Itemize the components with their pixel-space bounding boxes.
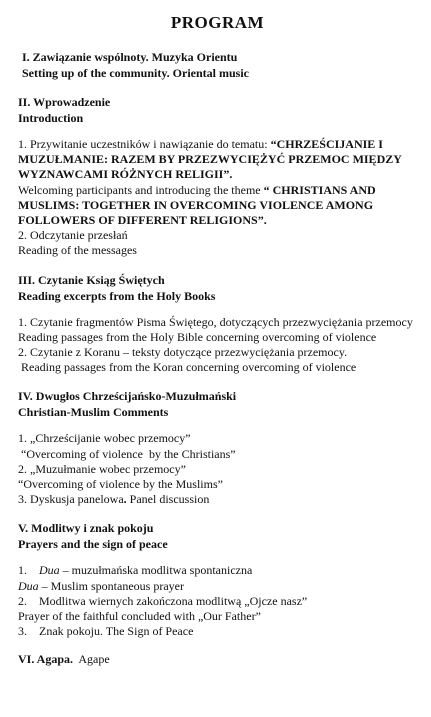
spacer (18, 81, 417, 94)
theme-title-en: “ CHRISTIANS AND MUSLIMS: TOGETHER IN OVERCOMING VIOLENCE AMONG FOLLOWERS OF DIFFERENT RELIGIONS”. (18, 182, 376, 228)
item-text: Welcoming participants and introducing the theme (18, 182, 264, 197)
section-3-item-1-pl: 1. Czytanie fragmentów Pisma Świętego, dotyczących przezwyciężania przemocy (18, 314, 413, 329)
section-5 (18, 520, 417, 639)
heading-separator: . (70, 652, 74, 667)
section-5-item-2-en: Prayer of the faithful concluded with „Our Father” (18, 609, 261, 624)
section-4-item-1-en: “Overcoming of violence by the Christians” (18, 446, 236, 461)
spacer (18, 126, 417, 137)
item-text-en: Panel discussion (126, 492, 210, 507)
section-3-item-2-pl: 2. Czytanie z Koranu – teksty dotyczące przezwyciężania przemocy. (18, 345, 348, 360)
section-2-heading-pl: II. Wprowadzenie (18, 95, 111, 109)
section-1-heading-en: Setting up of the community. Oriental music (22, 66, 249, 80)
section-5-item-2-pl: 2. Modlitwa wiernych zakończona modlitwą „Ojcze nasz” (18, 593, 308, 608)
spacer (18, 420, 417, 431)
spacer (18, 304, 417, 315)
theme-title-pl: “CHRZEŚCIJANIE I MUZUŁMANIE: RAZEM BY PRZEZWYCIĘŻYĆ PRZEMOC MIĘDZY WYZNAWCAMI RÓŻNYCH RELIGII”. (18, 137, 402, 182)
section-6-heading-en: Agape (73, 652, 110, 667)
spacer (18, 552, 417, 563)
section-2-item-1-pl (18, 137, 417, 183)
section-4-item-3 (18, 492, 417, 507)
section-5-item-3: 3. Znak pokoju. The Sign of Peace (18, 624, 194, 639)
section-4-heading-pl: IV. Dwugłos Chrześcijańsko-Muzułmański (18, 389, 237, 404)
program-page (0, 10, 431, 717)
section-3 (18, 272, 417, 376)
section-1 (18, 49, 417, 81)
dua-term: Dua (39, 563, 60, 578)
section-4-item-1-pl: 1. „Chrześcijanie wobec przemocy” (18, 431, 191, 446)
spacer (18, 259, 417, 272)
item-separator: . (123, 492, 127, 507)
item-number: 1. (18, 563, 39, 578)
spacer (18, 507, 417, 520)
item-text-pl: 3. Dyskusja panelowa (18, 492, 124, 507)
section-2-heading-en: Introduction (18, 111, 84, 125)
section-3-item-1-en: Reading passages from the Holy Bible concerning overcoming of violence (18, 329, 377, 344)
section-2-item-2-pl: 2. Odczytanie przesłań (18, 228, 128, 243)
dua-term: Dua (18, 578, 39, 593)
section-3-heading-pl: III. Czytanie Ksiąg Świętych (18, 272, 165, 287)
section-4 (18, 388, 417, 507)
section-5-item-1-pl (18, 563, 417, 578)
section-2-item-2-en: Reading of the messages (18, 243, 137, 258)
section-6 (18, 652, 417, 667)
item-text: – muzułmańska modlitwa spontaniczna (59, 563, 253, 578)
item-text: – Muslim spontaneous prayer (38, 578, 184, 593)
section-6-heading (18, 652, 417, 667)
section-2 (18, 94, 417, 259)
section-4-item-2-en: “Overcoming of violence by the Muslims” (18, 477, 223, 492)
section-2-item-1-en (18, 183, 417, 229)
spacer (18, 639, 417, 652)
page-title: PROGRAM (170, 13, 265, 32)
section-4-heading-en: Christian-Muslim Comments (18, 405, 169, 420)
spacer (18, 375, 417, 388)
spacer (18, 36, 417, 49)
section-3-heading-en: Reading excerpts from the Holy Books (18, 288, 216, 303)
section-5-item-1-en (18, 579, 417, 594)
section-3-item-2-en: Reading passages from the Koran concerning overcoming of violence (18, 360, 357, 375)
section-6-heading-pl: VI. Agapa (18, 652, 71, 667)
section-4-item-2-pl: 2. „Muzułmanie wobec przemocy” (18, 461, 186, 476)
item-text: 1. Przywitanie uczestników i nawiązanie do tematu: (18, 137, 271, 151)
section-1-heading-pl: I. Zawiązanie wspólnoty. Muzyka Orientu (22, 50, 238, 64)
section-5-heading-en: Prayers and the sign of peace (18, 537, 168, 552)
section-5-heading-pl: V. Modlitwy i znak pokoju (18, 521, 154, 536)
